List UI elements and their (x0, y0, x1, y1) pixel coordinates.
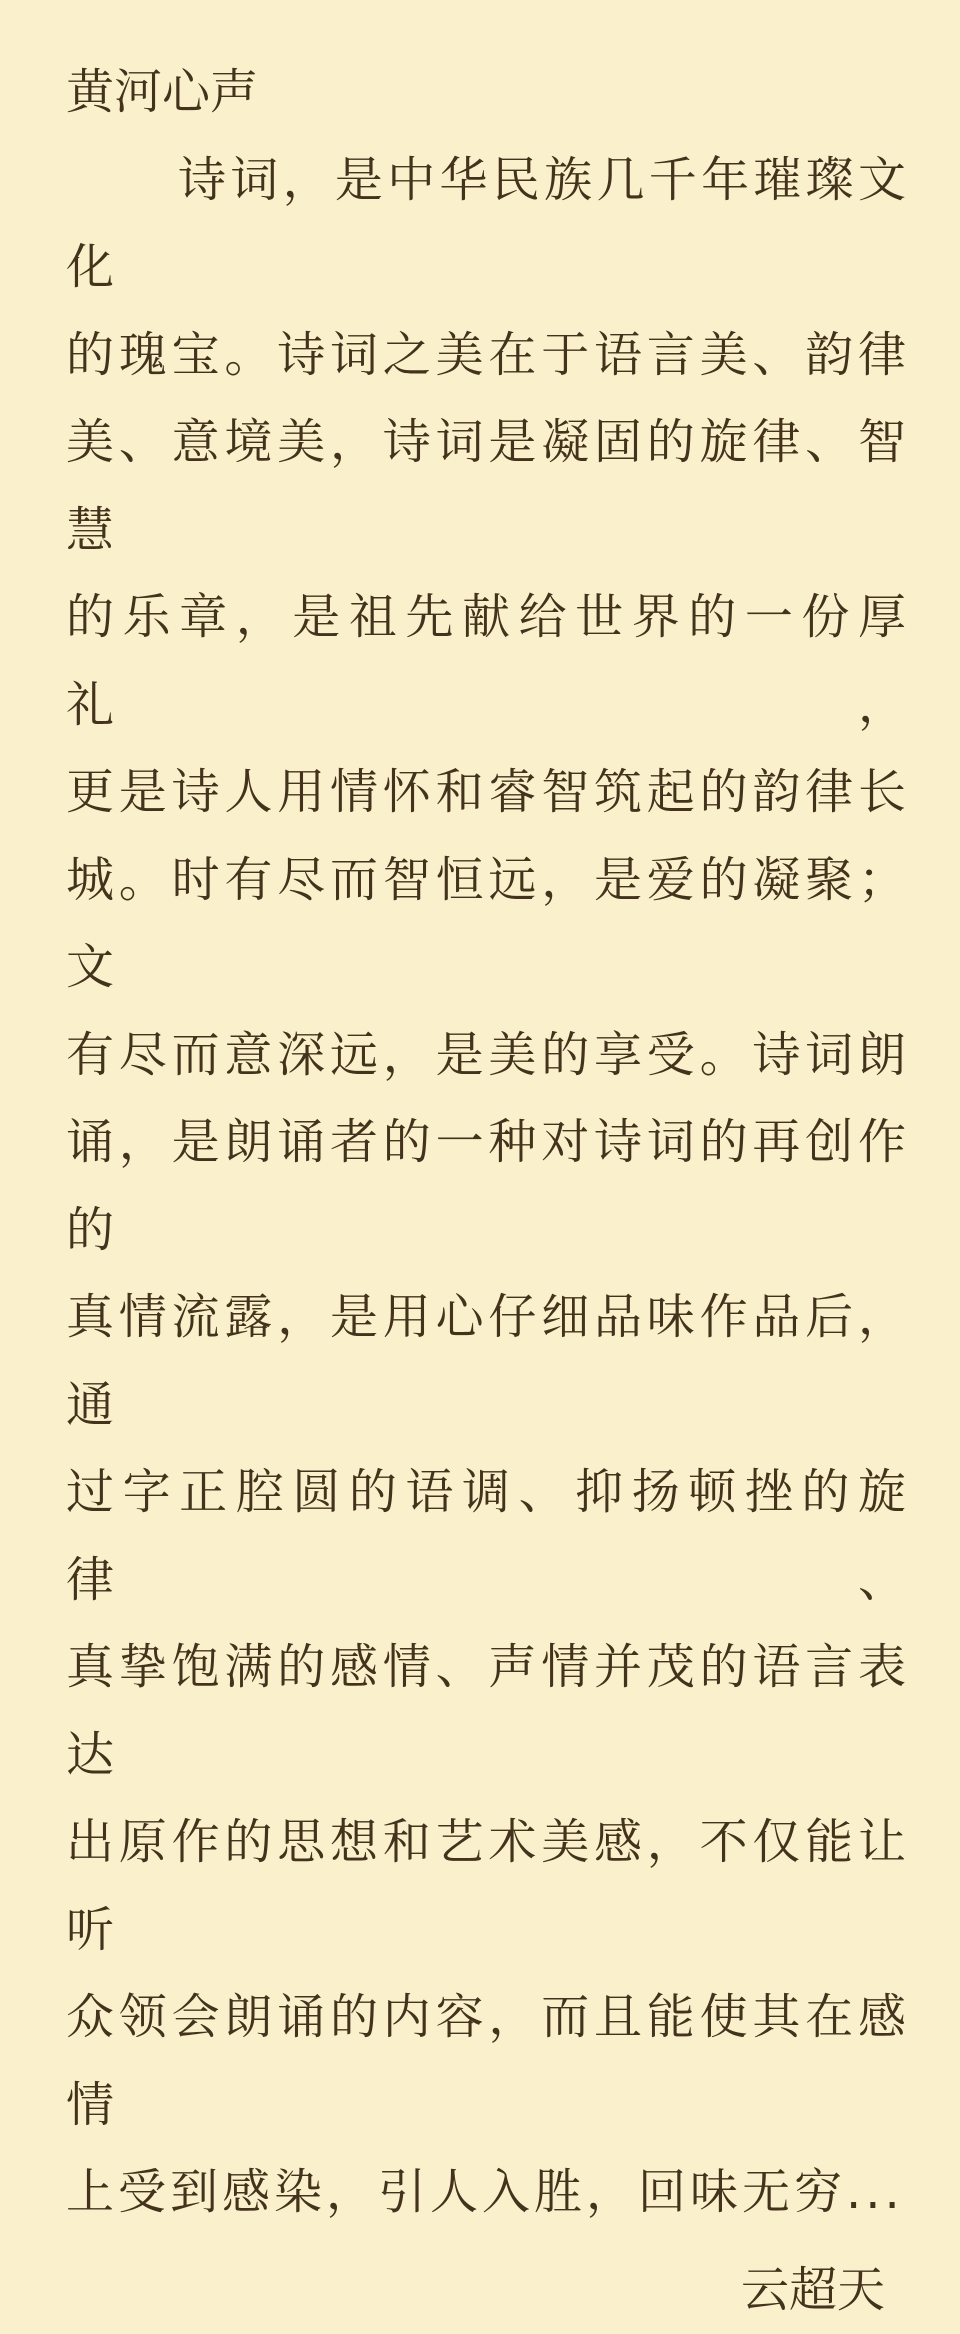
paragraph-line: 真情流露，是用心仔细品味作品后，通 (66, 1274, 908, 1449)
author-signature: 云超天 (66, 2247, 908, 2334)
paragraph-line: 美、意境美，诗词是凝固的旋律、智慧 (66, 399, 908, 574)
document-title: 黄河心声 (66, 49, 908, 137)
paragraph-line: 过字正腔圆的语调、抑扬顿挫的旋律、 (66, 1449, 908, 1624)
paragraph-line: 上受到感染，引人入胜，回味无穷... (66, 2149, 908, 2237)
paragraph-line: 真挚饱满的感情、声情并茂的语言表达 (66, 1624, 908, 1799)
paragraph-line: 出原作的思想和艺术美感，不仅能让听 (66, 1799, 908, 1974)
paragraph-line: 的乐章，是祖先献给世界的一份厚礼， (66, 574, 908, 749)
paragraph-line: 城。时有尽而智恒远，是爱的凝聚；文 (66, 837, 908, 1012)
paragraph-line: 有尽而意深远，是美的享受。诗词朗 (66, 1012, 908, 1100)
paragraph-line: 众领会朗诵的内容，而且能使其在感情 (66, 1974, 908, 2149)
paragraph-line: 更是诗人用情怀和睿智筑起的韵律长 (66, 749, 908, 837)
paragraph-line: 诗词，是中华民族几千年璀璨文化 (66, 137, 908, 312)
paragraph-line: 的瑰宝。诗词之美在于语言美、韵律 (66, 312, 908, 400)
paragraph-line: 诵，是朗诵者的一种对诗词的再创作的 (66, 1099, 908, 1274)
